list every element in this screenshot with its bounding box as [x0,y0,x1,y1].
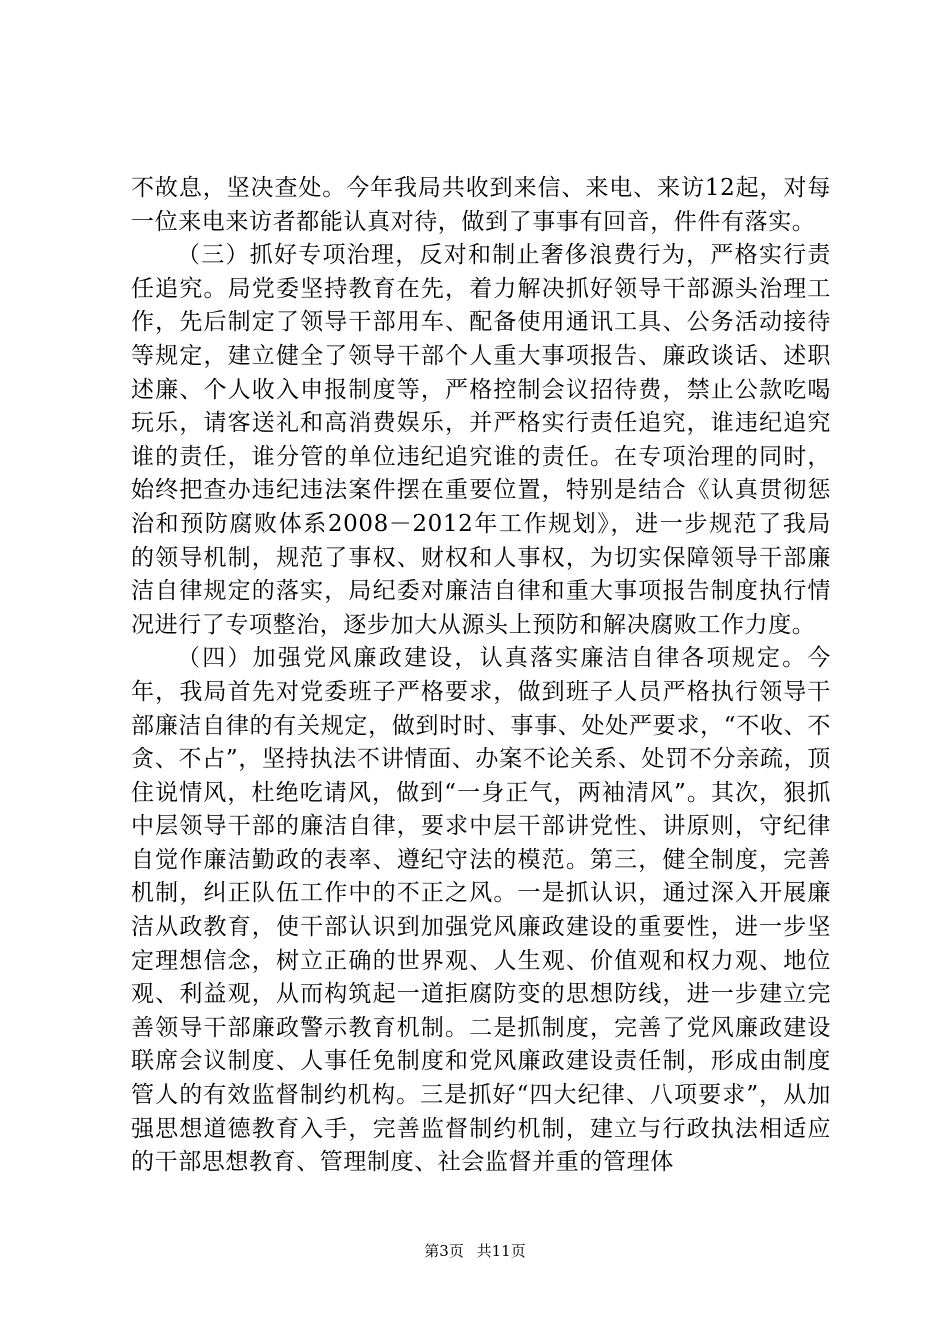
document-body [131,172,831,1180]
page-number: 第3页 [424,1242,464,1260]
paragraph-special-governance: （三）抓好专项治理，反对和制止奢侈浪费行为，严格实行责任追究。局党委坚持教育在先，着力解决抓好领导干部源头治理工作，先后制定了领导干部用车、配备使用通讯工具、公务活动接待等规定，建立健全了领导干部个人重大事项报告、廉政谈话、述职述廉、个人收入申报制度等，严格控制会议招待费，禁止公款吃喝玩乐，请客送礼和高消费娱乐，并严格实行责任追究，谁违纪追究谁的责任，谁分管的单位违纪追究谁的责任。在专项治理的同时，始终把查办违纪违法案件摆在重要位置，特别是结合《认真贯彻惩治和预防腐败体系2008－2012年工作规划》，进一步规范了我局的领导机制，规范了事权、财权和人事权，为切实保障领导干部廉洁自律规定的落实，局纪委对廉洁自律和重大事项报告制度执行情况进行了专项整治，逐步加大从源头上预防和解决腐败工作力度。 [131,242,831,638]
paragraph-continuation: 不故息，坚决查处。今年我局共收到来信、来电、来访12起，对每一位来电来访者都能认真对待，做到了事事有回音，件件有落实。 [131,175,831,235]
paragraph-party-conduct: （四）加强党风廉政建设，认真落实廉洁自律各项规定。今年，我局首先对党委班子严格要求，做到班子人员严格执行领导干部廉洁自律的有关规定，做到时时、事事、处处严要求，“不收、不贪、不占”，坚持执法不讲情面、办案不论关系、处罚不分亲疏，顶住说情风，杜绝吃请风，做到“一身正气，两袖清风”。其次，狠抓中层领导干部的廉洁自律，要求中层干部讲党性、讲原则，守纪律自觉作廉洁勤政的表率、遵纪守法的模范。第三，健全制度，完善机制，纠正队伍工作中的不正之风。一是抓认识，通过深入开展廉洁从政教育，使干部认识到加强党风廉政建设的重要性，进一步坚定理想信念，树立正确的世界观、人生观、价值观和权力观、地位观、利益观，从而构筑起一道拒腐防变的思想防线，进一步建立完善领导干部廉政警示教育机制。二是抓制度，完善了党风廉政建设联席会议制度、人事任免制度和党风廉政建设责任制，形成由制度管人的有效监督制约机构。三是抓好“四大纪律、八项要求”，从加强思想道德教育入手，完善监督制约机制，建立与行政执法相适应的干部思想教育、管理制度、社会监督并重的管理体 [131,645,831,1176]
page-total: 共11页 [476,1242,526,1260]
page-footer [0,1240,950,1261]
